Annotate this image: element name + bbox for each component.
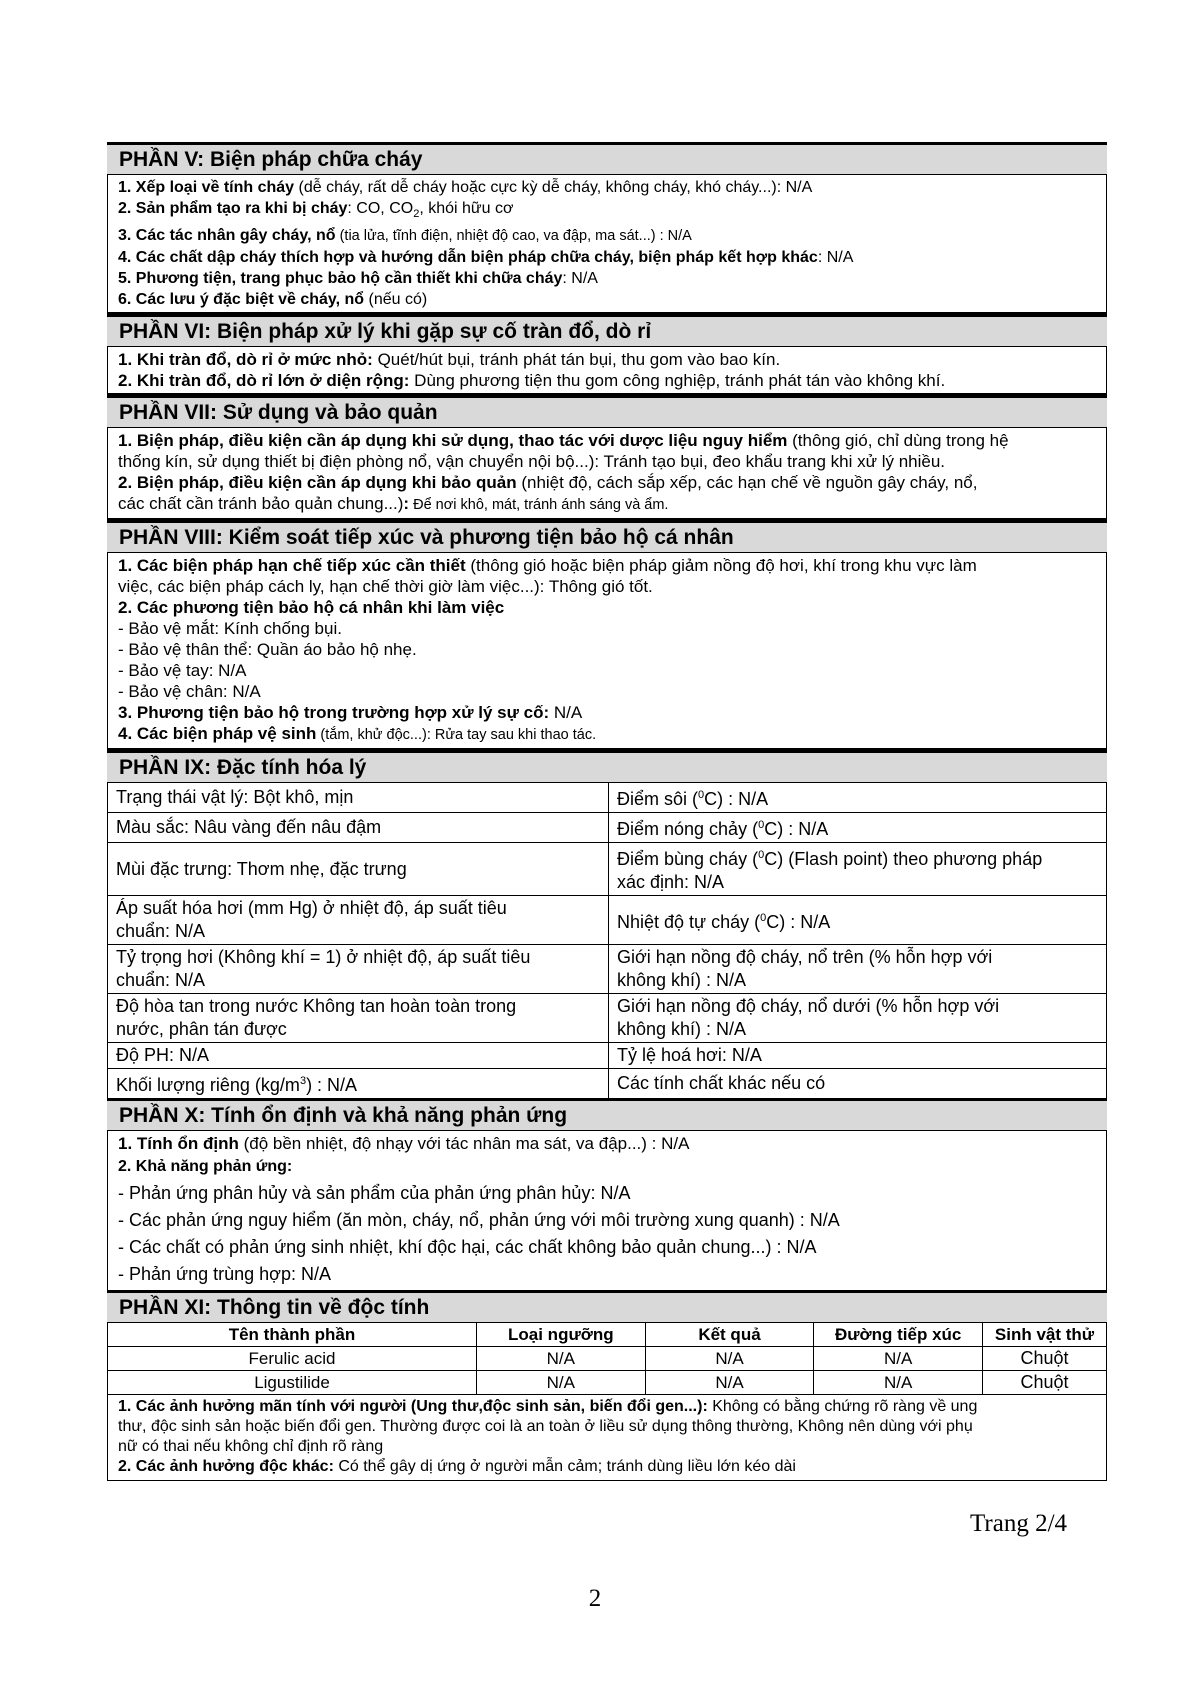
table-cell: Tỷ lệ hoá hơi: N/A bbox=[609, 1043, 1107, 1069]
table-cell: Độ hòa tan trong nước Không tan hoàn toàn trong nước, phân tán được bbox=[108, 994, 609, 1043]
page-label: Trang 2/4 bbox=[970, 1510, 1068, 1537]
section-5-title: PHẦN V: Biện pháp chữa cháy bbox=[107, 142, 1107, 174]
column-header: Đường tiếp xúc bbox=[814, 1323, 983, 1347]
table-cell: Điểm sôi ($^0$C) : N/A bbox=[609, 783, 1107, 813]
s7-line-2: thống kín, sử dụng thiết bị điện phòng nổ, vận chuyển nội bộ...): Tránh tạo bụi, đeo khẩu trang khi xử lý nhiều. bbox=[118, 452, 946, 472]
s10-line-3: - Phản ứng phân hủy và sản phẩm của phản ứng phân hủy: N/A bbox=[118, 1183, 631, 1204]
table-cell: Mùi đặc trưng: Thơm nhẹ, đặc trưng bbox=[108, 843, 609, 896]
s8-line-9: 4. Các biện pháp vệ sinh (tắm, khử độc...): Rửa tay sau khi thao tác. bbox=[118, 724, 597, 744]
s7-line-4: các chất cần tránh bảo quản chung...): Để nơi khô, mát, tránh ánh sáng và ẩm. bbox=[118, 494, 669, 514]
table-header-row bbox=[108, 1323, 1107, 1347]
s10-line-2: 2. Khả năng phản ứng: bbox=[118, 1158, 293, 1176]
s7-line-3: 2. Biện pháp, điều kiện cần áp dụng khi bảo quản (nhiệt độ, cách sắp xếp, các hạn chế về nguồn gây cháy, nổ, bbox=[118, 473, 978, 493]
column-header: Kết quả bbox=[645, 1323, 814, 1347]
table-cell: N/A bbox=[814, 1371, 983, 1395]
s5-line-1: 1. Xếp loại về tính cháy (dễ cháy, rất dễ cháy hoặc cực kỳ dễ cháy, không cháy, khó cháy...): N/A bbox=[118, 179, 813, 196]
s5-line-6: 6. Các lưu ý đặc biệt về cháy, nổ (nếu có) bbox=[118, 291, 428, 309]
table-cell: Giới hạn nồng độ cháy, nổ dưới (% hỗn hợp với không khí) : N/A bbox=[609, 994, 1107, 1043]
section-11-title: PHẦN XI: Thông tin về độc tính bbox=[107, 1292, 1107, 1322]
s10-line-4: - Các phản ứng nguy hiểm (ăn mòn, cháy, nổ, phản ứng với môi trường xung quanh) : N/A bbox=[118, 1210, 840, 1231]
table-row bbox=[108, 783, 1107, 813]
s11-note-1: 1. Các ảnh hưởng mãn tính với người (Ung thư,độc sinh sản, biến đổi gen...): Không có bằng chứng rõ ràng về ung bbox=[118, 1398, 978, 1416]
table-cell: N/A bbox=[645, 1347, 814, 1371]
s8-line-5: - Bảo vệ thân thể: Quần áo bảo hộ nhẹ. bbox=[118, 640, 417, 660]
table-cell: Điểm bùng cháy ($^0$C) (Flash point) theo phương pháp xác định: N/A bbox=[609, 843, 1107, 896]
table-cell: Trạng thái vật lý: Bột khô, mịn bbox=[108, 783, 609, 813]
table-cell: Ferulic acid bbox=[108, 1347, 477, 1371]
s8-line-6: - Bảo vệ tay: N/A bbox=[118, 661, 247, 681]
table-cell: Độ PH: N/A bbox=[108, 1043, 609, 1069]
table-cell: N/A bbox=[814, 1347, 983, 1371]
document-page bbox=[107, 142, 1107, 1481]
column-header: Loại ngưỡng bbox=[477, 1323, 646, 1347]
s8-line-7: - Bảo vệ chân: N/A bbox=[118, 682, 261, 702]
s5-line-5: 5. Phương tiện, trang phục bảo hộ cần thiết khi chữa cháy: N/A bbox=[118, 270, 598, 288]
section-7-body bbox=[107, 427, 1107, 520]
section-6-body bbox=[107, 346, 1107, 395]
table-cell: Chuột bbox=[983, 1371, 1107, 1395]
s11-note-2: thư, độc sinh sản hoặc biến đổi gen. Thường được coi là an toàn ở liều sử dụng thông thường, Không nên dùng với phụ bbox=[118, 1418, 973, 1436]
table-cell: Khối lượng riêng $(kg/m^3)$ : N/A bbox=[108, 1069, 609, 1099]
s11-note-3: nữ có thai nếu không chỉ định rõ ràng bbox=[118, 1438, 384, 1456]
table-cell: Điểm nóng chảy ($^0$C) : N/A bbox=[609, 813, 1107, 843]
table-row bbox=[108, 945, 1107, 994]
table-cell: Các tính chất khác nếu có bbox=[609, 1069, 1107, 1099]
section-8-title: PHẦN VIII: Kiểm soát tiếp xúc và phương tiện bảo hộ cá nhân bbox=[107, 520, 1107, 552]
table-cell: Tỷ trọng hơi (Không khí = 1) ở nhiệt độ, áp suất tiêu chuẩn: N/A bbox=[108, 945, 609, 994]
section-7-title: PHẦN VII: Sử dụng và bảo quản bbox=[107, 395, 1107, 427]
s10-line-6: - Phản ứng trùng hợp: N/A bbox=[118, 1264, 331, 1285]
table-cell: N/A bbox=[477, 1371, 646, 1395]
toxicity-table bbox=[107, 1322, 1107, 1395]
s8-line-4: - Bảo vệ mắt: Kính chống bụi. bbox=[118, 619, 342, 639]
column-header: Tên thành phần bbox=[108, 1323, 477, 1347]
s11-note-4: 2. Các ảnh hưởng độc khác: Có thể gây dị ứng ở người mẫn cảm; tránh dùng liều lớn kéo dài bbox=[118, 1458, 796, 1476]
table-cell: Nhiệt độ tự cháy ($^0$C) : N/A bbox=[609, 896, 1107, 945]
s6-line-1: 1. Khi tràn đổ, dò rỉ ở mức nhỏ: Quét/hút bụi, tránh phát tán bụi, thu gom vào bao kín. bbox=[118, 350, 781, 370]
table-cell: N/A bbox=[477, 1347, 646, 1371]
section-9-title: PHẦN IX: Đặc tính hóa lý bbox=[107, 750, 1107, 782]
section-6-title: PHẦN VI: Biện pháp xử lý khi gặp sự cố tràn đổ, dò rỉ bbox=[107, 314, 1107, 346]
table-row bbox=[108, 896, 1107, 945]
s6-line-2: 2. Khi tràn đổ, dò rỉ lớn ở diện rộng: Dùng phương tiện thu gom công nghiệp, tránh phát tán vào không khí. bbox=[118, 371, 946, 391]
page-number: 2 bbox=[588, 1585, 602, 1612]
table-row bbox=[108, 843, 1107, 896]
column-header: Sinh vật thử bbox=[983, 1323, 1107, 1347]
table-row bbox=[108, 1069, 1107, 1099]
s8-line-2: việc, các biện pháp cách ly, hạn chế thời giờ làm việc...): Thông gió tốt. bbox=[118, 577, 653, 597]
section-10-body bbox=[107, 1130, 1107, 1292]
table-cell: Áp suất hóa hơi (mm Hg) ở nhiệt độ, áp suất tiêu chuẩn: N/A bbox=[108, 896, 609, 945]
s8-line-8: 3. Phương tiện bảo hộ trong trường hợp xử lý sự cố: N/A bbox=[118, 703, 583, 723]
table-row bbox=[108, 1371, 1107, 1395]
table-cell: Chuột bbox=[983, 1347, 1107, 1371]
table-row bbox=[108, 813, 1107, 843]
s7-line-1: 1. Biện pháp, điều kiện cần áp dụng khi sử dụng, thao tác với dược liệu nguy hiểm (thông gió, chỉ dùng trong hệ bbox=[118, 431, 1009, 451]
table-cell: Ligustilide bbox=[108, 1371, 477, 1395]
physical-properties-table bbox=[107, 782, 1107, 1099]
s8-line-1: 1. Các biện pháp hạn chế tiếp xúc cần thiết (thông gió hoặc biện pháp giảm nồng độ hơi, khí trong khu vực làm bbox=[118, 556, 977, 576]
s5-line-2: 2. Sản phẩm tạo ra khi bị cháy: CO, $CO_2$, khói hữu cơ bbox=[118, 200, 514, 221]
table-row bbox=[108, 1347, 1107, 1371]
table-row bbox=[108, 1043, 1107, 1069]
s10-line-5: - Các chất có phản ứng sinh nhiệt, khí độc hại, các chất không bảo quản chung...) : N/A bbox=[118, 1237, 817, 1258]
s5-line-3: 3. Các tác nhân gây cháy, nổ (tia lửa, tĩnh điện, nhiệt độ cao, va đập, ma sát...) : N/A bbox=[118, 227, 692, 245]
section-8-body bbox=[107, 552, 1107, 750]
s10-line-1: 1. Tính ổn định (độ bền nhiệt, độ nhạy với tác nhân ma sát, va đập...) : N/A bbox=[118, 1134, 690, 1154]
table-cell: Màu sắc: Nâu vàng đến nâu đậm bbox=[108, 813, 609, 843]
table-cell: Giới hạn nồng độ cháy, nổ trên (% hỗn hợp với không khí) : N/A bbox=[609, 945, 1107, 994]
table-cell: N/A bbox=[645, 1371, 814, 1395]
s8-line-3: 2. Các phương tiện bảo hộ cá nhân khi làm việc bbox=[118, 598, 505, 618]
s5-line-4: 4. Các chất dập cháy thích hợp và hướng dẫn biện pháp chữa cháy, biện pháp kết hợp khác: N/A bbox=[118, 249, 854, 267]
section-5-body bbox=[107, 174, 1107, 314]
table-row bbox=[108, 994, 1107, 1043]
section-10-title: PHẦN X: Tính ổn định và khả năng phản ứng bbox=[107, 1099, 1107, 1130]
toxicity-notes bbox=[107, 1395, 1107, 1481]
